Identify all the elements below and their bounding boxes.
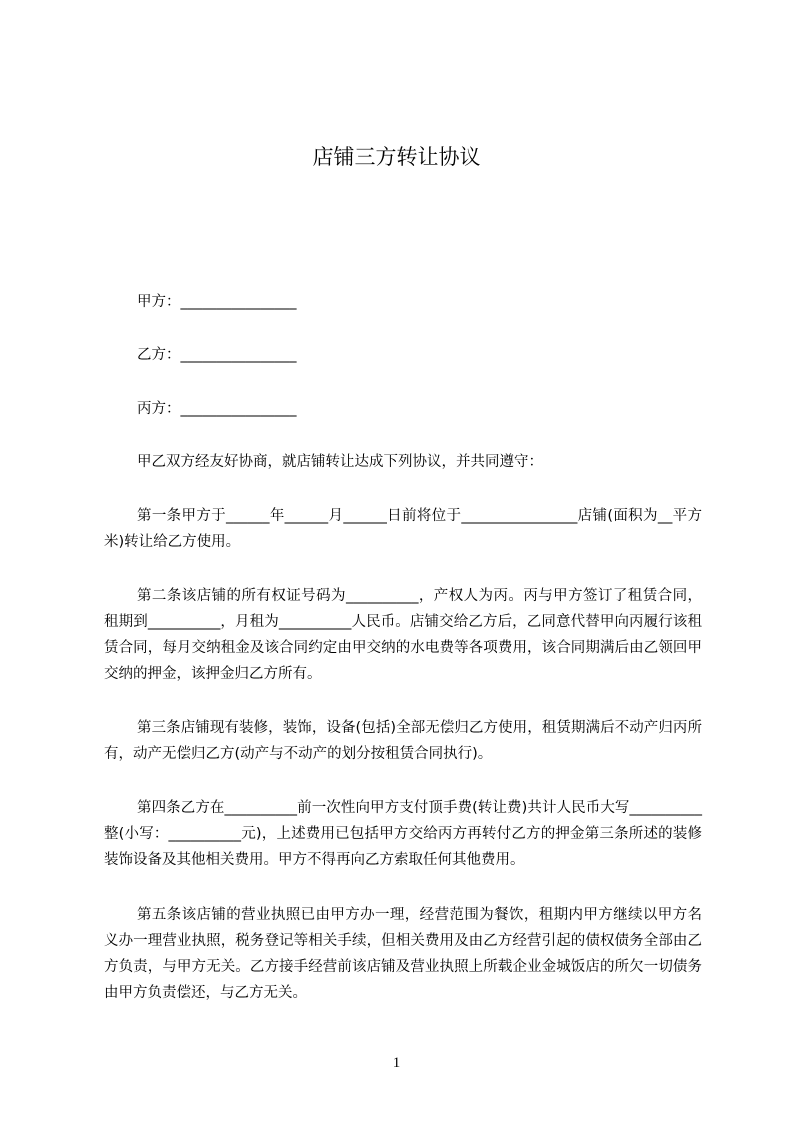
clause-1: 第一条甲方于______年______月______日前将位于________________店铺(面积为__平方米)转让给乙方使用。 xyxy=(104,508,702,550)
party-c-line: 丙方：________________ xyxy=(137,401,297,417)
clause-5: 第五条该店铺的营业执照已由甲方办一理，经营范围为餐饮，租期内甲方继续以甲方名义办一理营业执照，税务登记等相关手续，但相关费用及由乙方经营引起的债权债务全部由乙方负责，与甲方无关。乙方接手经营前该店铺及营业执照上所载企业金城饭店的所欠一切债务由甲方负责偿还，与乙方无关。 xyxy=(104,907,702,1001)
document-title: 店铺三方转让协议 xyxy=(312,145,481,169)
party-a-line: 甲方：________________ xyxy=(137,294,297,310)
page-number: 1 xyxy=(392,1055,401,1071)
clause-4: 第四条乙方在__________前一次性向甲方支付顶手费(转让费)共计人民币大写__________整(小写：__________元)，上述费用已包括甲方交给丙方再转付乙方的押金第三条所述的装修装饰设备及其他相关费用。甲方不得再向乙方索取任何其他费用。 xyxy=(104,800,702,868)
clause-2: 第二条该店铺的所有权证号码为__________，产权人为丙。丙与甲方签订了租赁合同，租期到__________，月租为__________人民币。店铺交给乙方后，乙同意代替甲向丙履行该租赁合同，每月交纳租金及该合同约定由甲交纳的水电费等各项费用，该合同期满后由乙领回甲交纳的押金，该押金归乙方所有。 xyxy=(104,588,702,682)
clause-3: 第三条店铺现有装修，装饰，设备(包括)全部无偿归乙方使用，租赁期满后不动产归丙所有，动产无偿归乙方(动产与不动产的划分按租赁合同执行)。 xyxy=(104,720,702,762)
party-b-line: 乙方：________________ xyxy=(137,347,297,363)
intro-paragraph: 甲乙双方经友好协商，就店铺转让达成下列协议，并共同遵守： xyxy=(137,454,543,470)
